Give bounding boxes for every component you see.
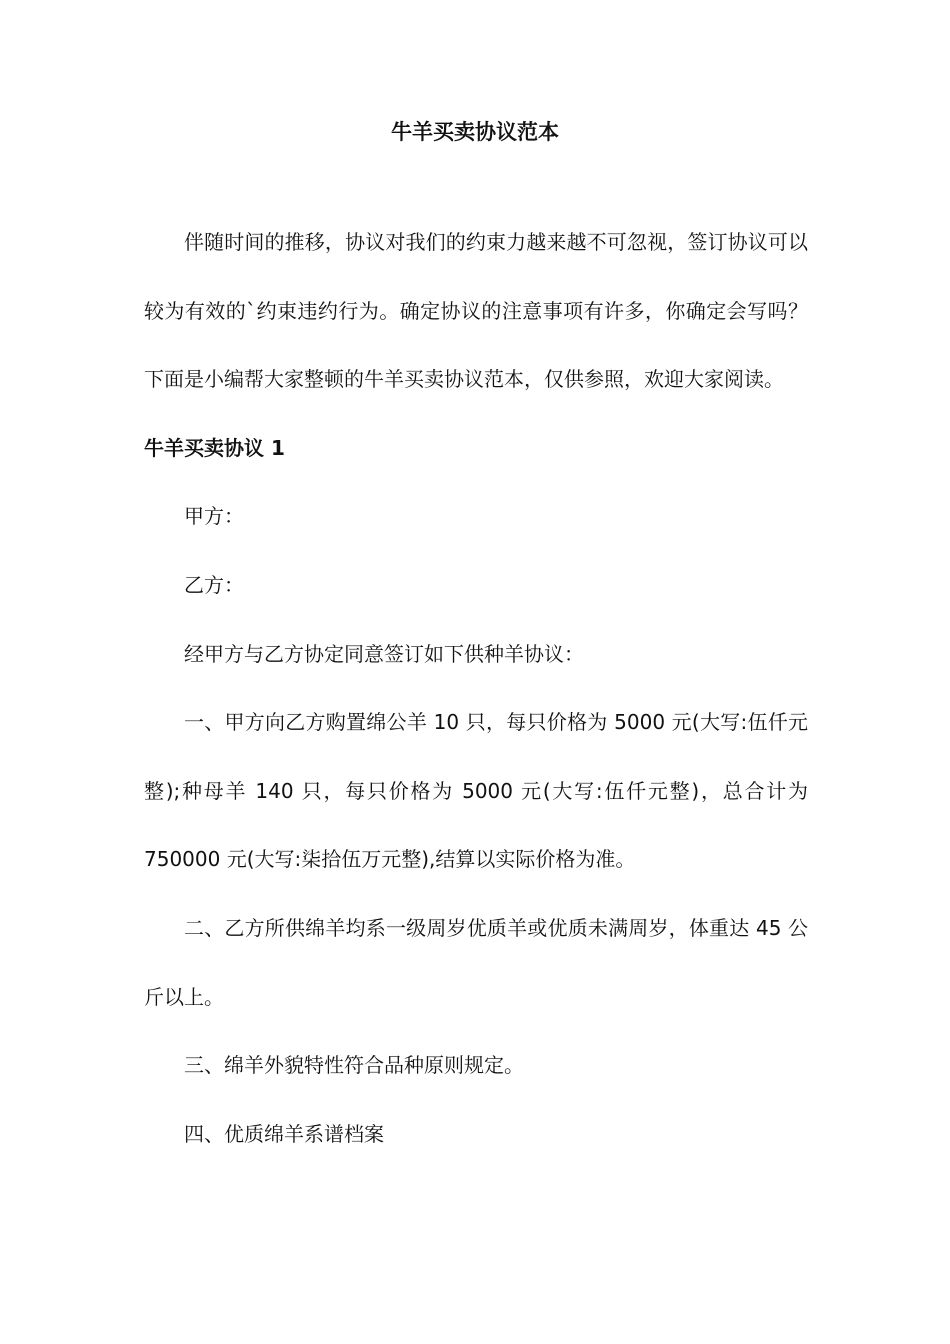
clause-2: 二、乙方所供绵羊均系一级周岁优质羊或优质未满周岁，体重达 45 公斤以上。 bbox=[144, 915, 808, 1009]
intro-paragraph: 伴随时间的推移，协议对我们的约束力越来越不可忽视，签订协议可以较为有效的`约束违约行为。确定协议的注意事项有许多，你确定会写吗？下面是小编帮大家整顿的牛羊买卖协议范本，仅供参照，欢迎大家阅读。 bbox=[144, 230, 808, 392]
agreement-intro: 经甲方与乙方协定同意签订如下供种羊协议： bbox=[184, 641, 584, 666]
clause-3: 三、绵羊外貌特性符合品种原则规定。 bbox=[184, 1053, 524, 1078]
party-b-line: 乙方： bbox=[184, 572, 244, 597]
section-heading: 牛羊买卖协议 1 bbox=[144, 435, 285, 460]
document-body bbox=[144, 208, 808, 1168]
document-title: 牛羊买卖协议范本 bbox=[391, 120, 559, 144]
clause-4: 四、优质绵羊系谱档案 bbox=[184, 1121, 384, 1146]
party-a-line: 甲方： bbox=[184, 504, 244, 529]
clause-1: 一、甲方向乙方购置绵公羊 10 只，每只价格为 5000 元(大写:伍仟元整);种母羊 140 只，每只价格为 5000 元(大写:伍仟元整)，总合计为 750000 元(大写:柒拾伍万元整),结算以实际价格为准。 bbox=[144, 710, 808, 872]
